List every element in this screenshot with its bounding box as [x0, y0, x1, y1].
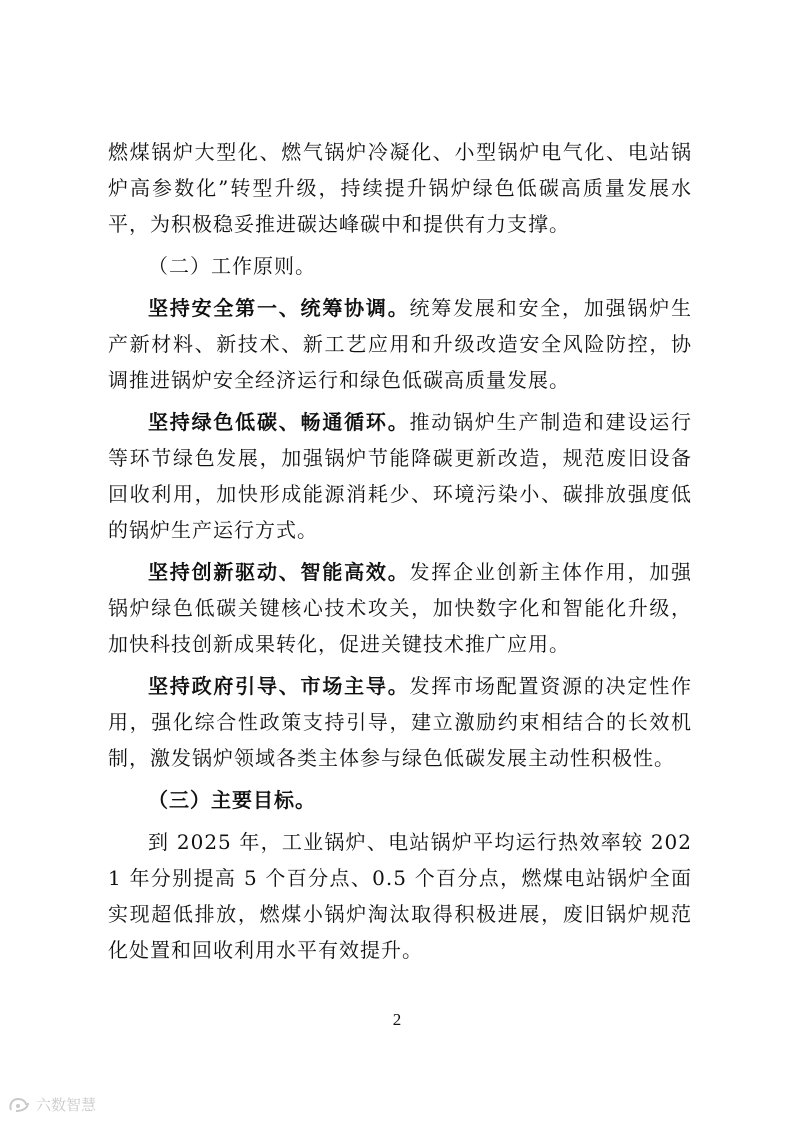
- principle-innovation-body: 发挥企业创新主体作用，加强锅炉绿色低碳关键核心技术攻关，加快数字化和智能化升级，加快科技创新成果转化，促进关键技术推广应用。: [108, 560, 692, 656]
- paragraph-continuation: 燃煤锅炉大型化、燃气锅炉冷凝化、小型锅炉电气化、电站锅炉高参数化”转型升级，持续提升锅炉绿色低碳高质量发展水平，为积极稳妥推进碳达峰碳中和提供有力支撑。: [108, 140, 692, 236]
- paragraph-goals: 到 2025 年，工业锅炉、电站锅炉平均运行热效率较 2021 年分别提高 5 个百分点、0.5 个百分点，燃煤电站锅炉全面实现超低排放，燃煤小锅炉淘汰取得积极进展，废旧锅炉规范化处置和回收利用水平有效提升。: [108, 830, 692, 962]
- principle-green-body: 推动锅炉生产制造和建设运行等环节绿色发展，加强锅炉节能降碳更新改造，规范废旧设备回收利用，加快形成能源消耗少、环境污染小、碳排放强度低的锅炉生产运行方式。: [108, 410, 692, 542]
- document-body: [108, 134, 692, 968]
- paragraph-principle-green: [108, 404, 692, 548]
- paragraph-principle-government: [108, 668, 692, 776]
- principle-safety-lead: 坚持安全第一、统筹协调。: [148, 296, 410, 320]
- principle-innovation-lead: 坚持创新驱动、智能高效。: [148, 560, 410, 584]
- brand-logo-icon: [8, 1096, 30, 1114]
- paragraph-principle-innovation: [108, 554, 692, 662]
- principle-safety-body: 统筹发展和安全，加强锅炉生产新材料、新技术、新工艺应用和升级改造安全风险防控，协调推进锅炉安全经济运行和绿色低碳高质量发展。: [108, 296, 692, 392]
- section-heading-principles: （二）工作原则。: [148, 254, 316, 278]
- paragraph-principle-safety: [108, 290, 692, 398]
- section-heading-goals: （三）主要目标。: [148, 788, 316, 812]
- page-number: 2: [392, 1010, 402, 1029]
- principle-government-lead: 坚持政府引导、市场主导。: [148, 674, 410, 698]
- principle-green-lead: 坚持绿色低碳、畅通循环。: [148, 410, 410, 434]
- watermark: [8, 1094, 96, 1115]
- principle-government-body: 发挥市场配置资源的决定性作用，强化综合性政策支持引导，建立激励约束相结合的长效机制，激发锅炉领域各类主体参与绿色低碳发展主动性积极性。: [108, 674, 692, 770]
- watermark-text: 六数智慧: [36, 1096, 97, 1114]
